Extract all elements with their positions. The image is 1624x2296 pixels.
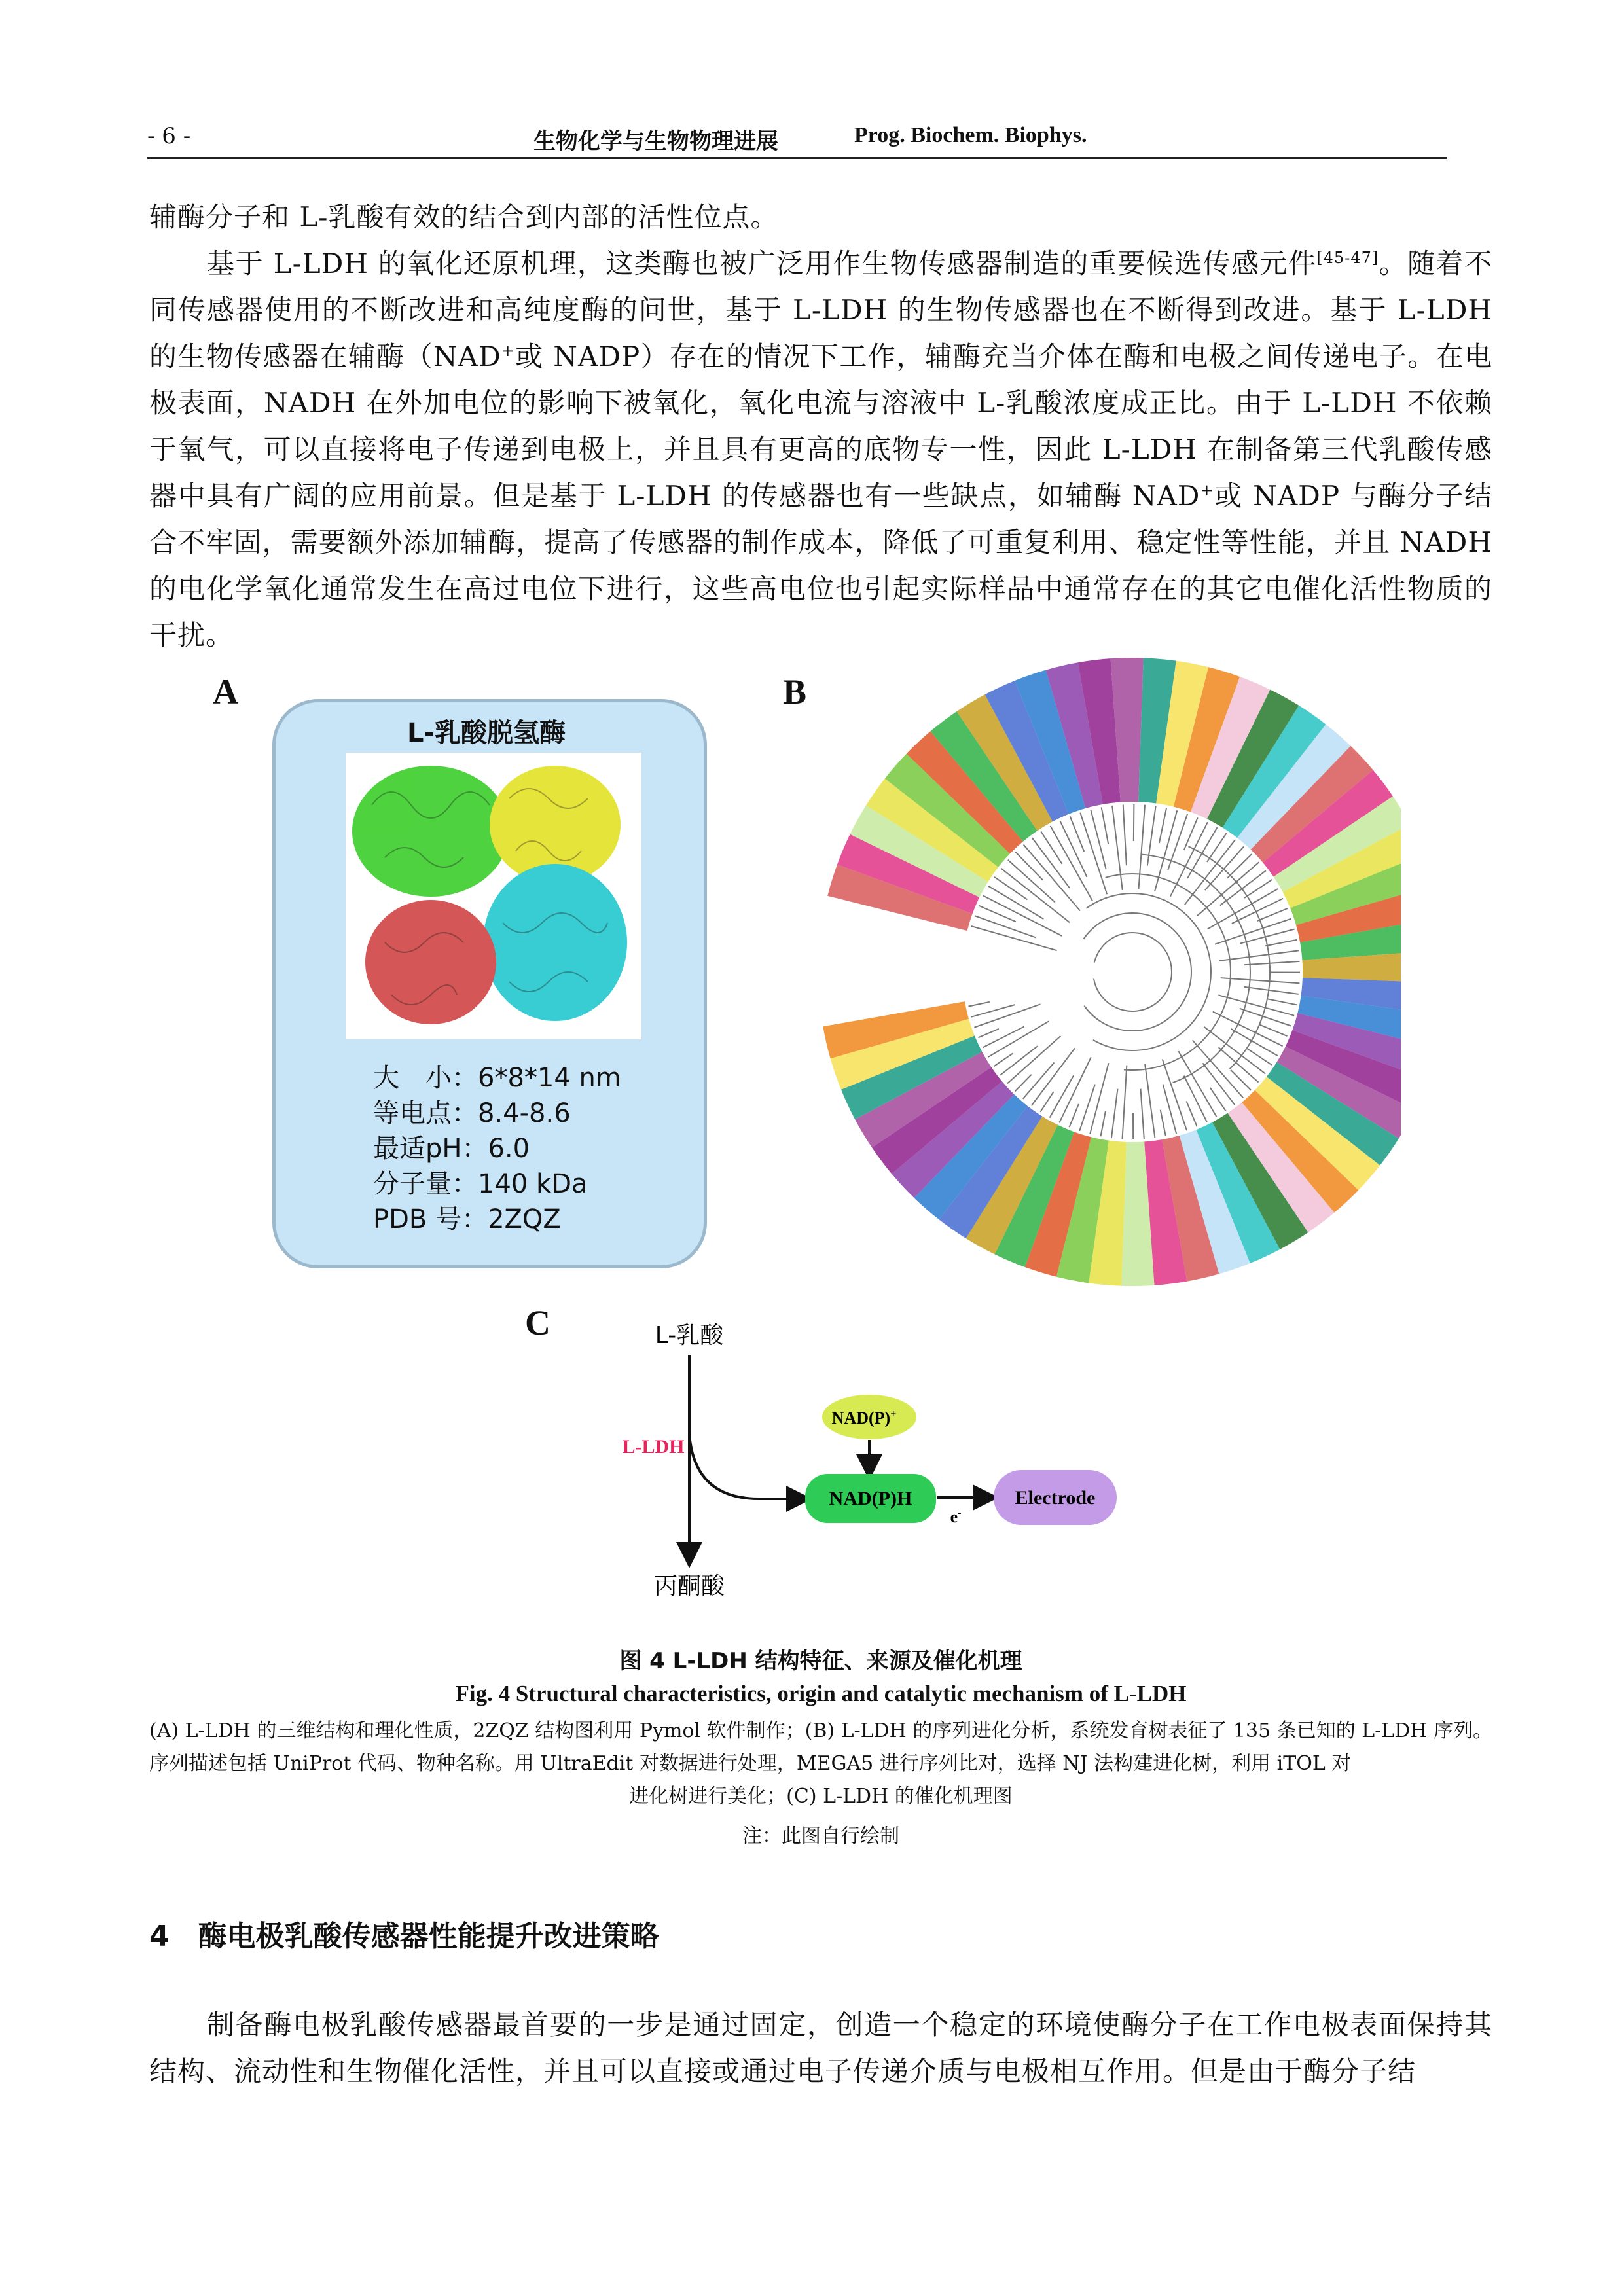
panel-b-label: B bbox=[783, 672, 807, 711]
enzyme-label: L-LDH bbox=[622, 1436, 685, 1458]
product-label: 丙酮酸 bbox=[653, 1573, 725, 1600]
paragraph-2 bbox=[149, 240, 1492, 658]
figure-caption-cn: 图 4 L-LDH 结构特征、来源及催化机理 bbox=[619, 1648, 1022, 1674]
caption-description-last: 进化树进行美化；(C) L-LDH 的催化机理图 bbox=[629, 1785, 1013, 1808]
section-heading: 4 酶电极乳酸传感器性能提升改进策略 bbox=[149, 1920, 659, 1953]
running-header bbox=[147, 123, 1447, 159]
caption-description-text: (A) L-LDH 的三维结构和理化性质，2ZQZ 结构图利用 Pymol 软件制作；(B) L-LDH 的序列进化分析，系统发育树表征了 135 条已知的 L-LDH 序列。序列描述包括 UniProt 代码、物种名称。用 UltraEdit 对数据进行处理，MEGA5 进行序列比对，选择 NJ 法构建进化树，利用 iTOL 对 bbox=[149, 1719, 1492, 1775]
paragraph-3: 制备酶电极乳酸传感器最首要的一步是通过固定，创造一个稳定的环境使酶分子在工作电极表面保持其结构、流动性和生物催化活性，并且可以直接或通过电子传递介质与电极相互作用。但是由于酶分子结 bbox=[149, 2009, 1492, 2087]
panel-a-title: L-乳酸脱氢酶 bbox=[406, 718, 566, 748]
electron-label: e- bbox=[950, 1507, 962, 1526]
paragraph-2-text-d: 或 NADP 与酶分子结合不牢固，需要额外添加辅酶，提高了传感器的制作成本，降低了可重复利用、稳定性等性能，并且 NADH 的电化学氧化通常发生在高过电位下进行，这些高电位也引起实际样品中通常存在的其它电催化活性物质的干扰。 bbox=[149, 480, 1492, 651]
panel-a-label: A bbox=[213, 672, 238, 711]
superscript-plus: + bbox=[1200, 481, 1214, 499]
property-pi: 等电点：8.4-8.6 bbox=[373, 1098, 571, 1128]
paragraph-2-text-c: 或 NADP）存在的情况下工作，辅酶充当介体在酶和电极之间传递电子。在电极表面，NADH 在外加电位的影响下被氧化，氧化电流与溶液中 L-乳酸浓度成正比。由于 L-LDH 不依赖于氧气，可以直接将电子传递到电极上，并且具有更高的底物专一性，因此 L-LDH 在制备第三代乳酸传感器中具有广阔的应用前景。但是基于 L-LDH 的传感器也有一些缺点，如辅酶 NAD bbox=[149, 340, 1492, 512]
page-number: - 6 - bbox=[147, 123, 191, 149]
property-ph: 最适pH：6.0 bbox=[373, 1134, 530, 1164]
property-size: 大 小：6*8*14 nm bbox=[373, 1063, 621, 1093]
substrate-label: L-乳酸 bbox=[655, 1322, 724, 1349]
panel-c-label: C bbox=[525, 1303, 550, 1342]
property-mw: 分子量：140 kDa bbox=[373, 1169, 588, 1199]
cofactor-label: NAD(P)+ bbox=[831, 1408, 897, 1427]
paragraph-2-text-b: 。随着不同传感器使用的不断改进和高纯度酶的问世，基于 L-LDH 的生物传感器也在不断得到改进。基于 L-LDH 的生物传感器在辅酶（NAD bbox=[149, 247, 1492, 372]
nadph-label: NAD(P)H bbox=[829, 1488, 912, 1509]
citation-ref: [45-47] bbox=[1316, 249, 1379, 267]
electrode-label: Electrode bbox=[1015, 1487, 1096, 1509]
superscript-plus: + bbox=[501, 342, 515, 360]
mechanism-diagram bbox=[602, 1309, 1139, 1610]
figure-note: 注：此图自行绘制 bbox=[742, 1825, 899, 1848]
journal-title-en: Prog. Biochem. Biophys. bbox=[854, 123, 1087, 147]
property-pdb: PDB 号：2ZQZ bbox=[373, 1204, 561, 1234]
figure-caption-en: Fig. 4 Structural characteristics, origin and catalytic mechanism of L-LDH bbox=[455, 1681, 1187, 1706]
paragraph-2-text-a: 基于 L-LDH 的氧化还原机理，这类酶也被广泛用作生物传感器制造的重要候选传感元件 bbox=[207, 247, 1317, 279]
protein-structure-image bbox=[346, 753, 641, 1039]
figure-caption-description bbox=[149, 1715, 1492, 1813]
paragraph-1: 辅酶分子和 L-乳酸有效的结合到内部的活性位点。 bbox=[149, 201, 779, 233]
journal-title-cn: 生物化学与生物物理进展 bbox=[533, 128, 778, 154]
branch-arrow bbox=[689, 1433, 802, 1499]
phylogenetic-tree bbox=[759, 638, 1401, 1306]
